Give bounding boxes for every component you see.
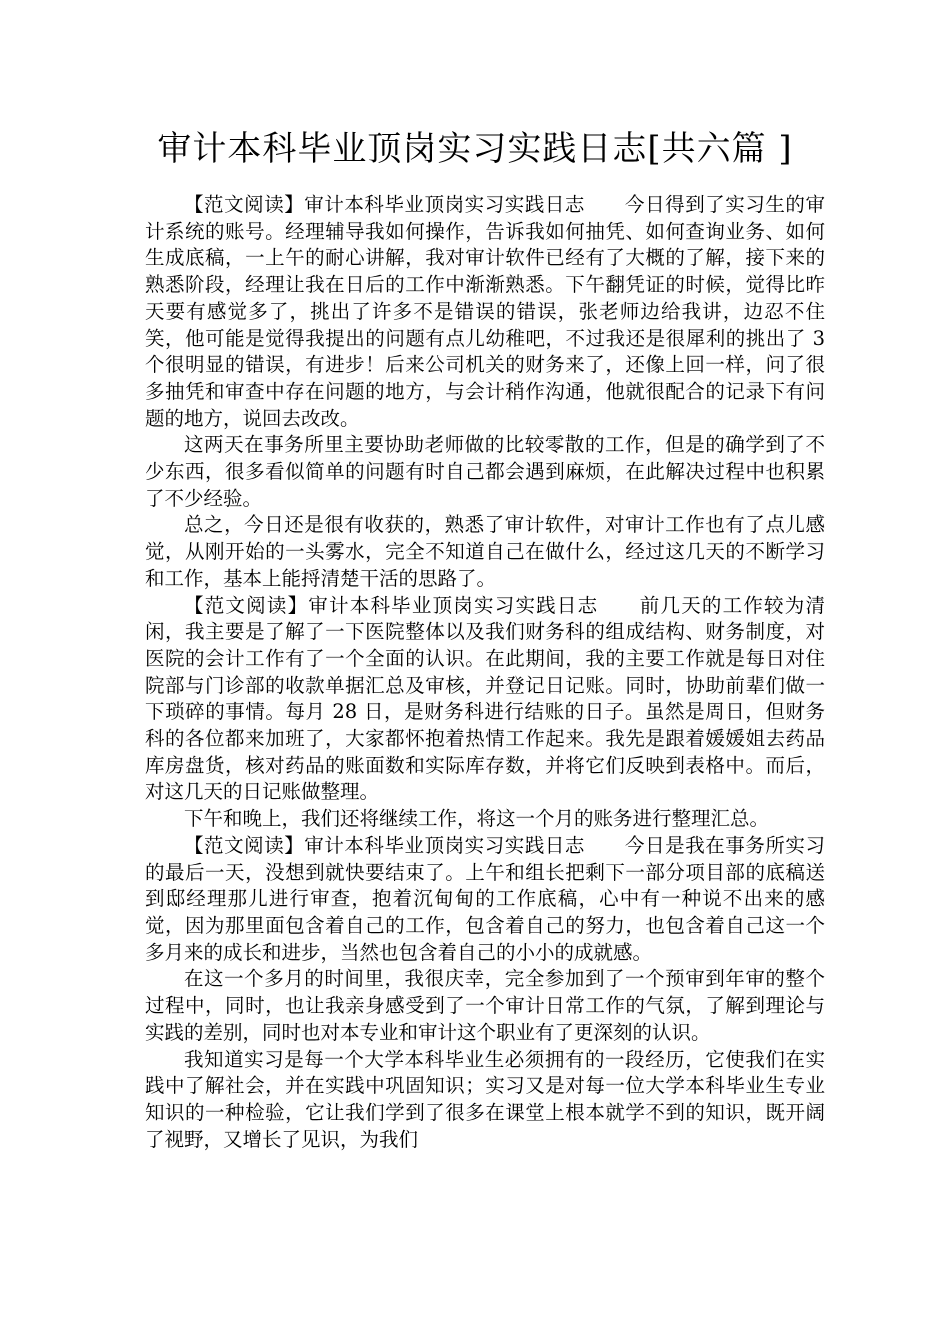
- paragraph-2: 这两天在事务所里主要协助老师做的比较零散的工作，但是的确学到了不少东西，很多看似简单的问题有时自己都会遇到麻烦，在此解决过程中也积累了不少经验。: [145, 433, 825, 510]
- document-title: 审计本科毕业顶岗实习实践日志[共六篇 ]: [157, 129, 793, 169]
- paragraph-3: 总之，今日还是很有收获的，熟悉了审计软件，对审计工作也有了点儿感觉，从刚开始的一头雾水，完全不知道自己在做什么，经过这几天的不断学习和工作，基本上能捋清楚干活的思路了。: [145, 513, 825, 590]
- document-body: [145, 192, 825, 1153]
- paragraph-6: 【范文阅读】审计本科毕业顶岗实习实践日志 今日是我在事务所实习的最后一天，没想到就快要结束了。上午和组长把剩下一部分项目部的底稿送到邸经理那儿进行审查，抱着沉甸甸的工作底稿，心中有一种说不出来的感觉，因为那里面包含着自己的工作，包含着自己的努力，也包含着自己这一个多月来的成长和进步，当然也包含着自己的小小的成就感。: [145, 833, 825, 964]
- paragraph-4: 【范文阅读】审计本科毕业顶岗实习实践日志 前几天的工作较为清闲，我主要是了解了一下医院整体以及我们财务科的组成结构、财务制度，对医院的会计工作有了一个全面的认识。在此期间，我的主要工作就是每日对住院部与门诊部的收款单据汇总及审核，并登记日记账。同时，协助前辈们做一下琐碎的事情。每月 28 日，是财务科进行结账的日子。虽然是周日，但财务科的各位都来加班了，大家都怀抱着热情工作起来。我先是跟着媛媛姐去药品库房盘货，核对药品的账面数和实际库存数，并将它们反映到表格中。而后，对这几天的日记账做整理。: [145, 593, 825, 804]
- paragraph-8: 我知道实习是每一个大学本科毕业生必须拥有的一段经历，它使我们在实践中了解社会，并在实践中巩固知识；实习又是对每一位大学本科毕业生专业知识的一种检验，它让我们学到了很多在课堂上根本就学不到的知识，既开阔了视野，又增长了见识，为我们: [145, 1047, 825, 1151]
- paragraph-1: 【范文阅读】审计本科毕业顶岗实习实践日志 今日得到了实习生的审计系统的账号。经理辅导我如何操作，告诉我如何抽凭、如何查询业务、如何生成底稿，一上午的耐心讲解，我对审计软件已经有了大概的了解，接下来的熟悉阶段，经理让我在日后的工作中渐渐熟悉。下午翻凭证的时候，觉得比昨天要有感觉多了，挑出了许多不是错误的错误，张老师边给我讲，边忍不住笑，他可能是觉得我提出的问题有点儿幼稚吧，不过我还是很犀利的挑出了 3 个很明显的错误，有进步！后来公司机关的财务来了，还像上回一样，问了很多抽凭和审查中存在问题的地方，与会计稍作沟通，他就很配合的记录下有问题的地方，说回去改改。: [145, 193, 825, 430]
- paragraph-5: 下午和晚上，我们还将继续工作，将这一个月的账务进行整理汇总。: [184, 807, 770, 831]
- paragraph-7: 在这一个多月的时间里，我很庆幸，完全参加到了一个预审到年审的整个过程中，同时，也让我亲身感受到了一个审计日常工作的气氛，了解到理论与实践的差别，同时也对本专业和审计这个职业有了更深刻的认识。: [145, 967, 825, 1044]
